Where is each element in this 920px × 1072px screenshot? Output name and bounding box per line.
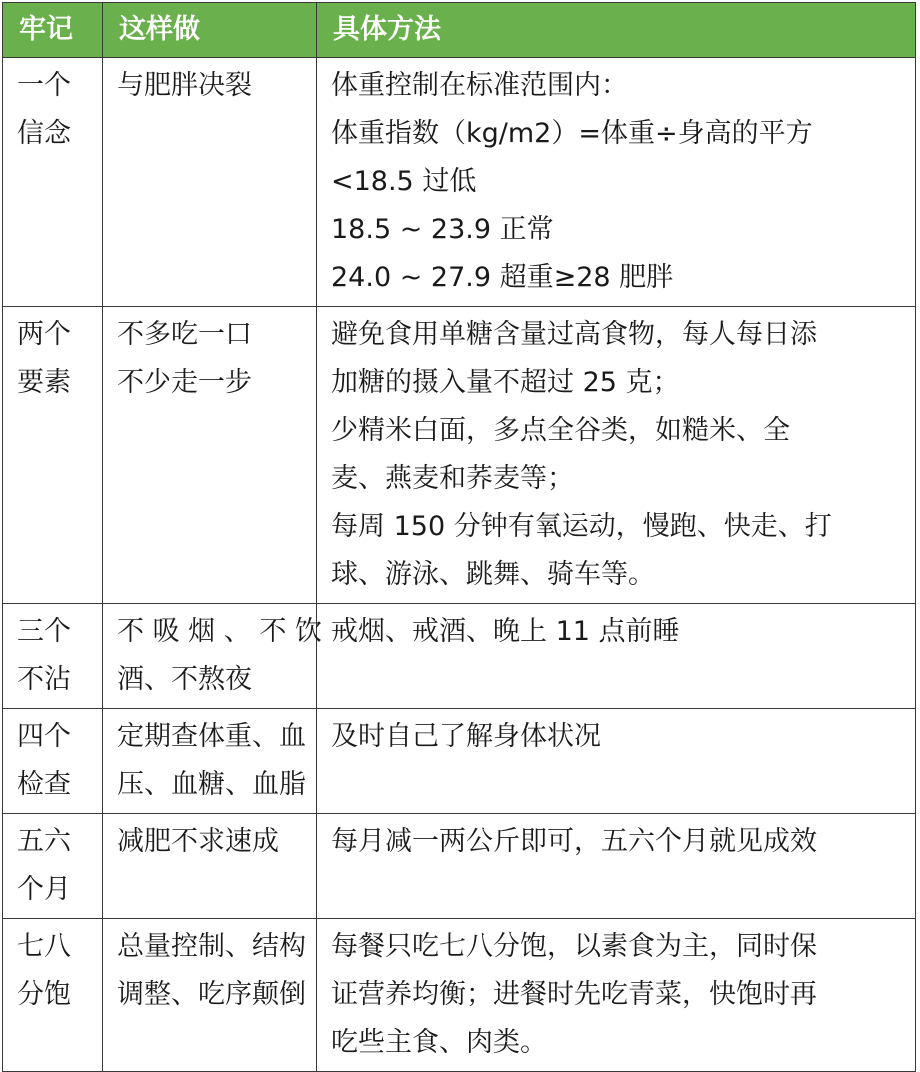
cell-action: 总量控制、结构 调整、吃序颠倒 [103,919,317,1072]
nutrition-table [2,2,916,1072]
cell-key: 一个 信念 [3,58,103,307]
table-row [3,307,916,604]
cell-action: 不 吸 烟 、 不 饮 酒、不熬夜 [103,604,317,709]
header-action: 这样做 [103,3,317,58]
cell-method: 每餐只吃七八分饱，以素食为主，同时保 证营养均衡；进餐时先吃青菜，快饱时再 吃些主食、肉类。 [317,919,916,1072]
cell-method: 每月减一两公斤即可，五六个月就见成效 [317,814,916,919]
cell-method: 戒烟、戒酒、晚上 11 点前睡 [317,604,916,709]
cell-key: 五六 个月 [3,814,103,919]
cell-action: 与肥胖决裂 [103,58,317,307]
cell-method: 体重控制在标准范围内： 体重指数（kg/m2）=体重÷身高的平方 <18.5 过低 18.5 ~ 23.9 正常 24.0 ~ 27.9 超重≥28 肥胖 [317,58,916,307]
table-row [3,709,916,814]
cell-action: 减肥不求速成 [103,814,317,919]
table-row [3,58,916,307]
table-row [3,604,916,709]
cell-action: 定期查体重、血 压、血糖、血脂 [103,709,317,814]
header-method: 具体方法 [317,3,916,58]
table-row [3,919,916,1072]
header-row [3,3,916,58]
header-remember: 牢记 [3,3,103,58]
cell-key: 三个 不沾 [3,604,103,709]
cell-method: 及时自己了解身体状况 [317,709,916,814]
table-row [3,814,916,919]
cell-key: 四个 检查 [3,709,103,814]
cell-method: 避免食用单糖含量过高食物，每人每日添 加糖的摄入量不超过 25 克； 少精米白面，多点全谷类，如糙米、全 麦、燕麦和荞麦等； 每周 150 分钟有氧运动，慢跑、快走、打 球、游泳、跳舞、骑车等。 [317,307,916,604]
cell-key: 两个 要素 [3,307,103,604]
cell-action: 不多吃一口 不少走一步 [103,307,317,604]
cell-key: 七八 分饱 [3,919,103,1072]
